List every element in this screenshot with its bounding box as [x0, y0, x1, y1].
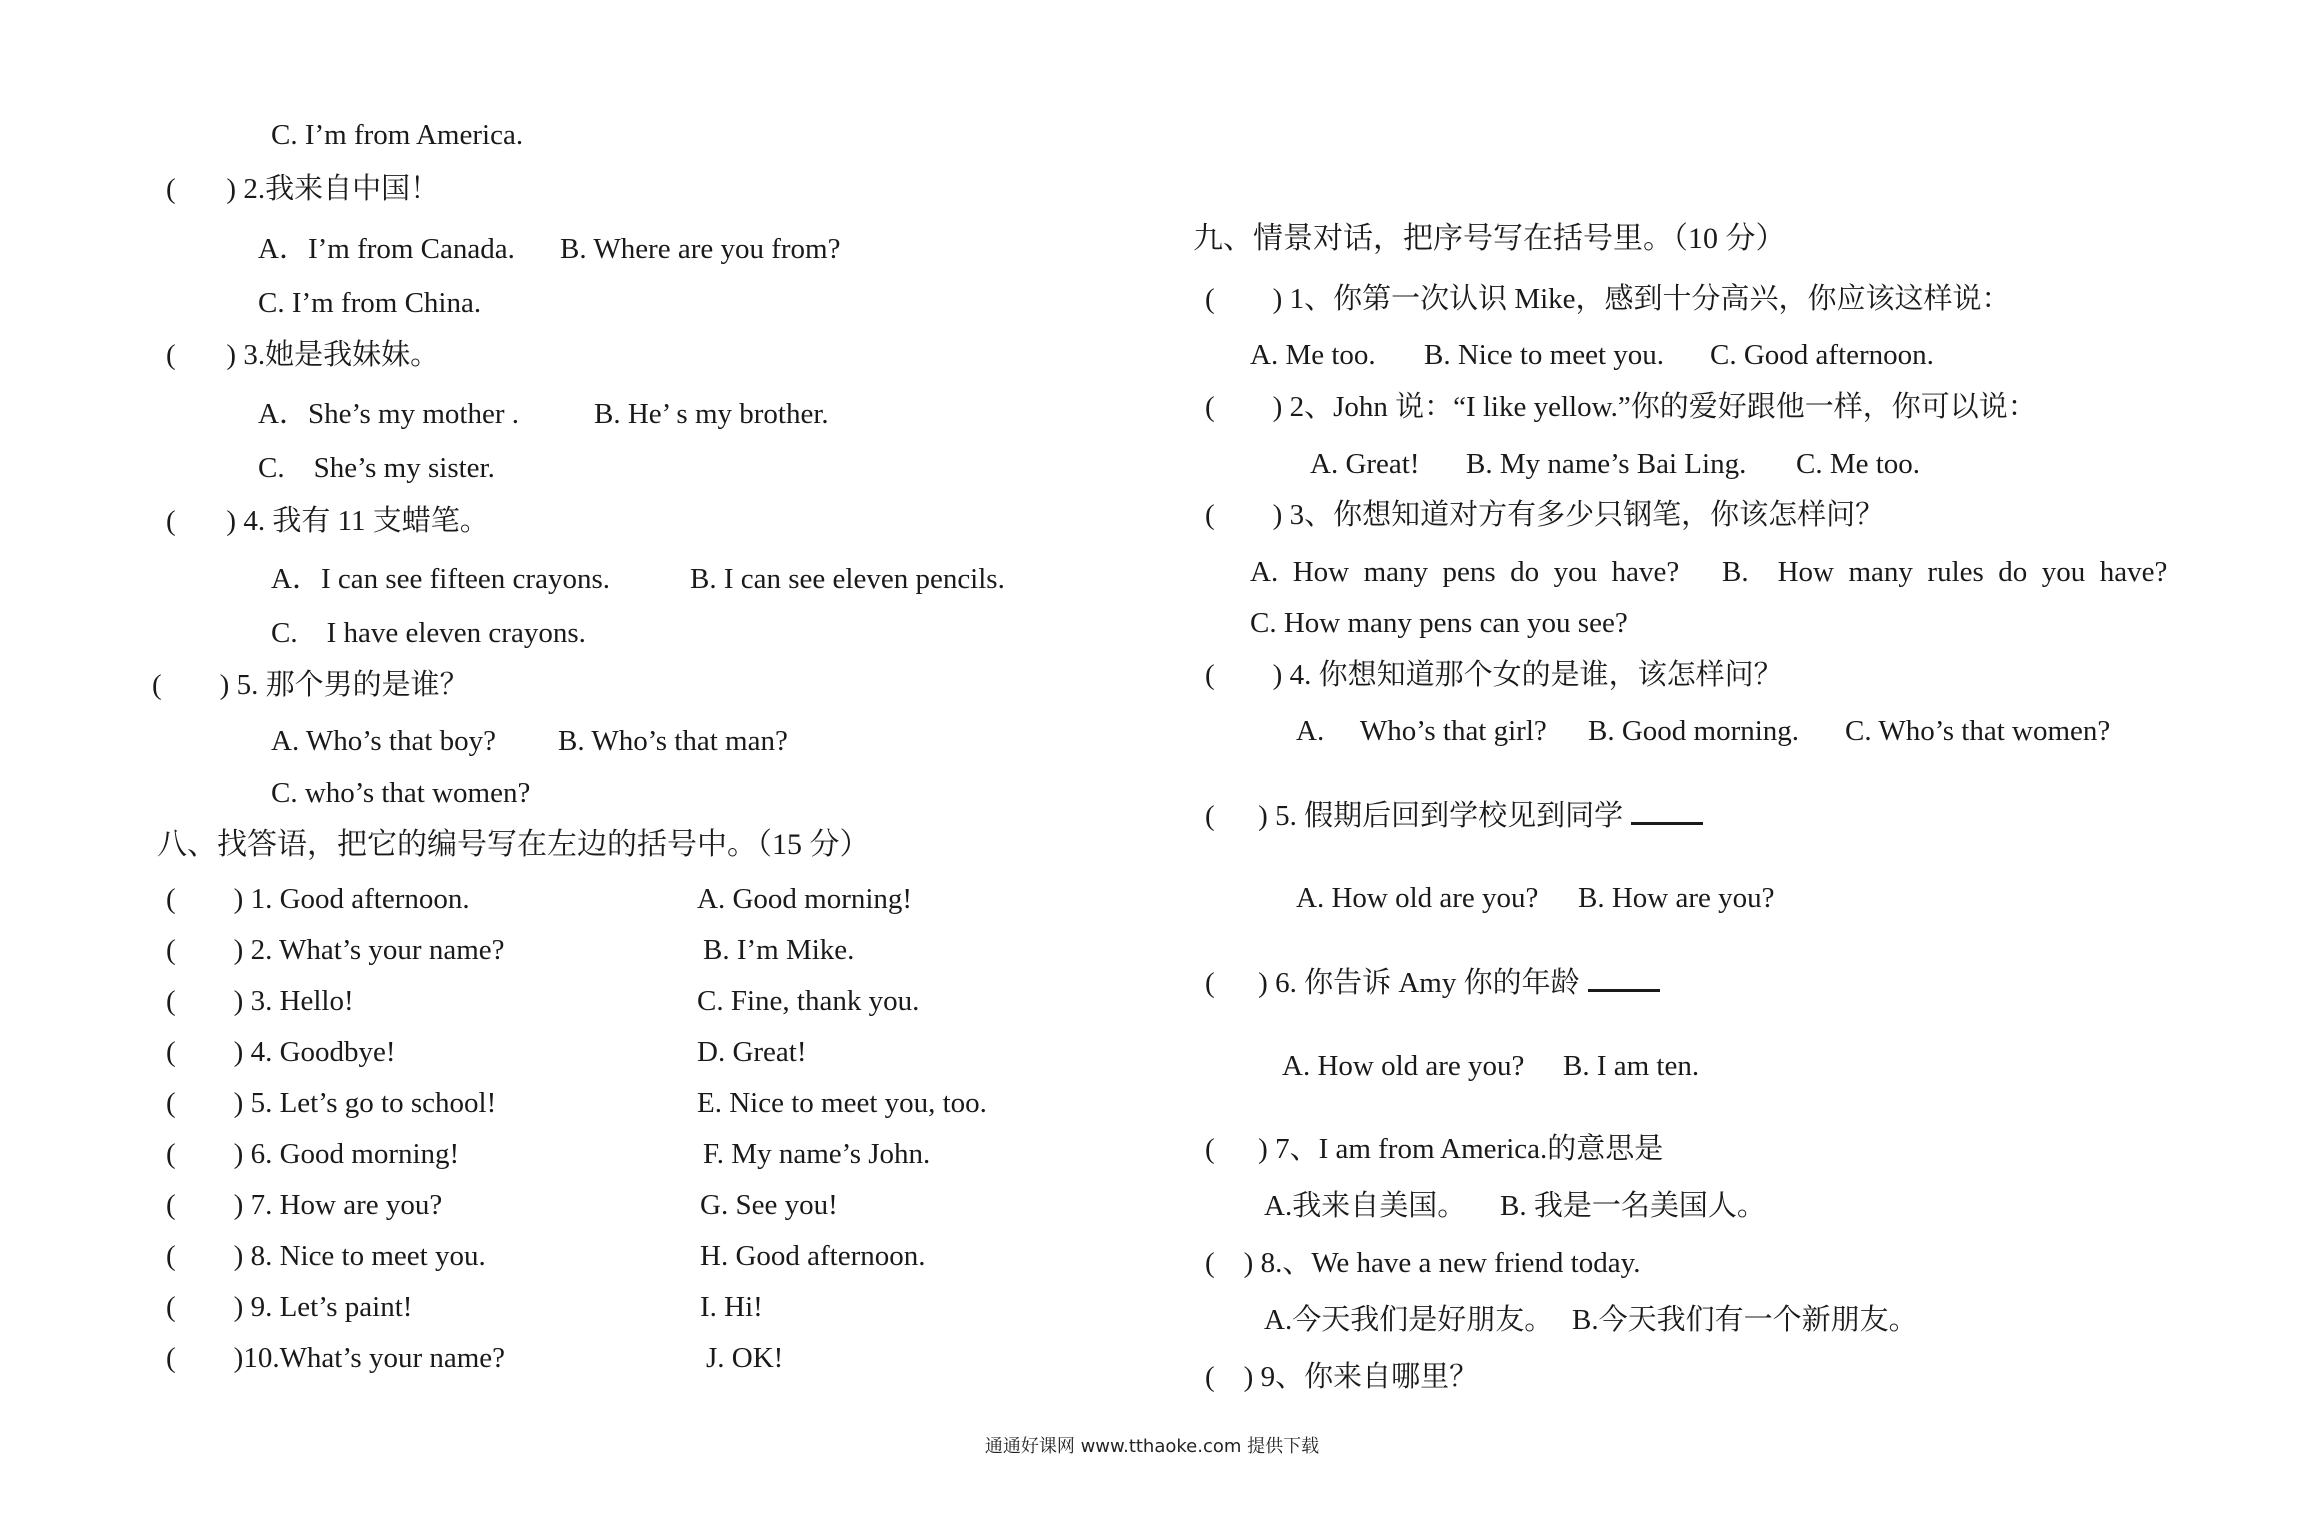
left-s7-q4-option-c: C. I have eleven crayons.: [271, 617, 586, 649]
match-question: ( ) 3. Hello!: [166, 985, 354, 1017]
left-s7-q3-stem: ( ) 3.她是我妹妹。: [166, 339, 440, 371]
match-answer: H. Good afternoon.: [700, 1240, 926, 1272]
right-q3-stem: ( ) 3、你想知道对方有多少只钢笔，你该怎样问？: [1205, 499, 1885, 531]
right-q4-option-a: A. Who’s that girl?: [1296, 715, 1547, 747]
right-q8-option-a: A.今天我们是好朋友。: [1264, 1304, 1554, 1336]
left-s7-q5-option-c: C. who’s that women?: [271, 777, 531, 809]
left-s7-q2-stem: ( ) 2.我来自中国！: [166, 173, 440, 205]
footer-source: 通通好课网 www.tthaoke.com 提供下载: [984, 1436, 1320, 1457]
right-q4-option-c: C. Who’s that women?: [1845, 715, 2111, 747]
right-q5-option-b: B. How are you?: [1578, 882, 1775, 914]
right-q8-stem: ( ) 8.、We have a new friend today.: [1205, 1247, 1641, 1279]
match-answer: D. Great!: [697, 1036, 807, 1068]
answer-blank: [1631, 796, 1703, 825]
right-q2-option-b: B. My name’s Bai Ling.: [1466, 448, 1747, 480]
right-q1-stem: ( ) 1、你第一次认识 Mike，感到十分高兴，你应该这样说：: [1205, 283, 2011, 315]
left-s7-q2-option-c: C. I’m from China.: [258, 287, 482, 319]
left-s7-q3-option-c: C. She’s my sister.: [258, 452, 495, 484]
right-q1-option-b: B. Nice to meet you.: [1424, 339, 1665, 371]
section-8-title: 八、找答语，把它的编号写在左边的括号中。（15 分）: [157, 828, 870, 861]
right-q8-option-b: B.今天我们有一个新朋友。: [1572, 1304, 1918, 1336]
match-question: ( ) 1. Good afternoon.: [166, 883, 470, 915]
match-answer: F. My name’s John.: [703, 1138, 931, 1170]
left-s7-q4-option-b: B. I can see eleven pencils.: [690, 563, 1005, 595]
match-answer: I. Hi!: [700, 1291, 763, 1323]
right-q2-option-c: C. Me too.: [1796, 448, 1921, 480]
left-s7-q5-stem: ( ) 5. 那个男的是谁？: [152, 669, 469, 701]
right-q6-stem-text: ( ) 6. 你告诉 Amy 你的年龄: [1205, 967, 1580, 999]
right-q2-stem: ( ) 2、John 说：“I like yellow.”你的爱好跟他一样，你可以说：: [1205, 391, 2037, 423]
match-answer: A. Good morning!: [697, 883, 913, 915]
match-question: ( ) 5. Let’s go to school!: [166, 1087, 497, 1119]
right-q1-option-c: C. Good afternoon.: [1710, 339, 1934, 371]
left-s7-q3-option-b: B. He’ s my brother.: [594, 398, 829, 430]
right-q7-stem: ( ) 7、I am from America.的意思是: [1205, 1133, 1664, 1165]
match-question: ( ) 6. Good morning!: [166, 1138, 460, 1170]
section-9-title: 九、情景对话，把序号写在括号里。（10 分）: [1193, 222, 1786, 255]
match-answer: J. OK!: [706, 1342, 784, 1374]
right-q6-option-a: A. How old are you?: [1282, 1050, 1525, 1082]
right-q3-option-b: B. How many rules do you have?: [1722, 556, 2168, 588]
right-q1-option-a: A. Me too.: [1250, 339, 1376, 371]
right-q3-option-c: C. How many pens can you see?: [1250, 607, 1628, 639]
right-q9-stem: ( ) 9、你来自哪里？: [1205, 1361, 1479, 1393]
match-answer: G. See you!: [700, 1189, 838, 1221]
left-s7-q1-option-c: C. I’m from America.: [271, 119, 524, 151]
match-answer: B. I’m Mike.: [703, 934, 855, 966]
match-answer: C. Fine, thank you.: [697, 985, 920, 1017]
match-question: ( ) 7. How are you?: [166, 1189, 443, 1221]
left-s7-q4-stem: ( ) 4. 我有 11 支蜡笔。: [166, 505, 489, 537]
left-s7-q3-option-a: A．She’s my mother .: [258, 398, 519, 430]
right-q5-stem: [1205, 796, 1703, 833]
left-s7-q5-option-b: B. Who’s that man?: [558, 725, 788, 757]
left-s7-q5-option-a: A. Who’s that boy?: [271, 725, 496, 757]
answer-blank: [1588, 963, 1660, 992]
right-q5-stem-text: ( ) 5. 假期后回到学校见到同学: [1205, 800, 1624, 832]
right-q7-option-b: B. 我是一名美国人。: [1500, 1190, 1766, 1222]
match-question: ( ) 9. Let’s paint!: [166, 1291, 413, 1323]
right-q6-stem: [1205, 963, 1660, 1000]
right-q4-stem: ( ) 4. 你想知道那个女的是谁，该怎样问？: [1205, 659, 1783, 691]
match-question: ( )10.What’s your name?: [166, 1342, 506, 1374]
match-question: ( ) 4. Goodbye!: [166, 1036, 396, 1068]
right-q4-option-b: B. Good morning.: [1588, 715, 1800, 747]
right-q7-option-a: A.我来自美国。: [1264, 1190, 1467, 1222]
right-q2-option-a: A. Great!: [1310, 448, 1420, 480]
left-s7-q4-option-a: A．I can see fifteen crayons.: [271, 563, 610, 595]
right-q5-option-a: A. How old are you?: [1296, 882, 1539, 914]
match-answer: E. Nice to meet you, too.: [697, 1087, 987, 1119]
match-question: ( ) 2. What’s your name?: [166, 934, 505, 966]
left-s7-q2-option-a: A．I’m from Canada.: [258, 233, 515, 265]
right-q6-option-b: B. I am ten.: [1563, 1050, 1700, 1082]
match-question: ( ) 8. Nice to meet you.: [166, 1240, 486, 1272]
left-s7-q2-option-b: B. Where are you from?: [560, 233, 841, 265]
right-q3-option-a: A. How many pens do you have?: [1250, 556, 1680, 588]
